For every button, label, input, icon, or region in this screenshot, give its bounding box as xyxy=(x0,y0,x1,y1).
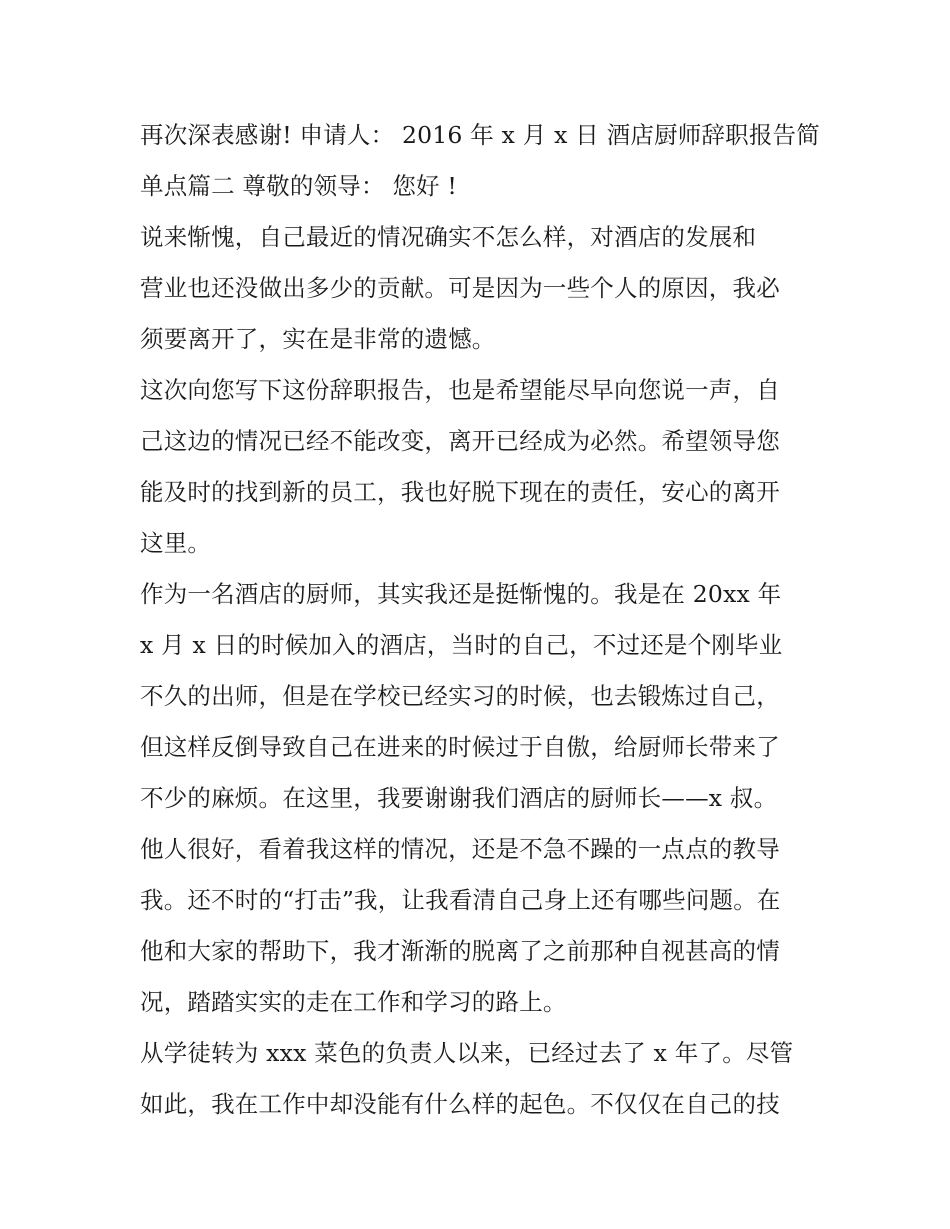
text-line: 再次深表感谢! 申请人： 2016 年 x 月 x 日 酒店厨师辞职报告简 xyxy=(140,121,820,149)
text-line: 作为一名酒店的厨师，其实我还是挺惭愧的。我是在 20xx 年 xyxy=(140,580,782,608)
text-line: 不少的麻烦。在这里，我要谢谢我们酒店的厨师长——x 叔。 xyxy=(140,784,778,812)
text-line: x 月 x 日的时候加入的酒店，当时的自己，不过还是个刚毕业 xyxy=(140,631,783,659)
text-line: 不久的出师，但是在学校已经实习的时候，也去锻炼过自己， xyxy=(140,682,780,710)
text-line: 这次向您写下这份辞职报告，也是希望能尽早向您说一声，自 xyxy=(140,376,780,404)
document-body xyxy=(140,110,820,1130)
text-line: 说来惭愧，自己最近的情况确实不怎么样，对酒店的发展和 xyxy=(140,223,757,251)
text-line: 己这边的情况已经不能改变，离开已经成为必然。希望领导您 xyxy=(140,427,780,455)
text-line: 须要离开了，实在是非常的遗憾。 xyxy=(140,325,496,353)
text-line: 如此，我在工作中却没能有什么样的起色。不仅仅在自己的技 xyxy=(140,1090,780,1118)
text-line: 单点篇二 尊敬的领导： 您好 ! xyxy=(140,172,458,200)
text-line: 他人很好，看着我这样的情况，还是不急不躁的一点点的教导 xyxy=(140,835,780,863)
text-line: 但这样反倒导致自己在进来的时候过于自傲，给厨师长带来了 xyxy=(140,733,780,761)
text-line: 我。还不时的“打击”我，让我看清自己身上还有哪些问题。在 xyxy=(140,886,781,914)
text-line: 能及时的找到新的员工，我也好脱下现在的责任，安心的离开 xyxy=(140,478,780,506)
text-line: 从学徒转为 xxx 菜色的负责人以来，已经过去了 x 年了。尽管 xyxy=(140,1039,794,1067)
text-line: 营业也还没做出多少的贡献。可是因为一些个人的原因，我必 xyxy=(140,274,780,302)
text-line: 这里。 xyxy=(140,529,212,557)
text-line: 他和大家的帮助下，我才渐渐的脱离了之前那种自视甚高的情 xyxy=(140,937,780,965)
text-line: 况，踏踏实实的走在工作和学习的路上。 xyxy=(140,988,567,1016)
